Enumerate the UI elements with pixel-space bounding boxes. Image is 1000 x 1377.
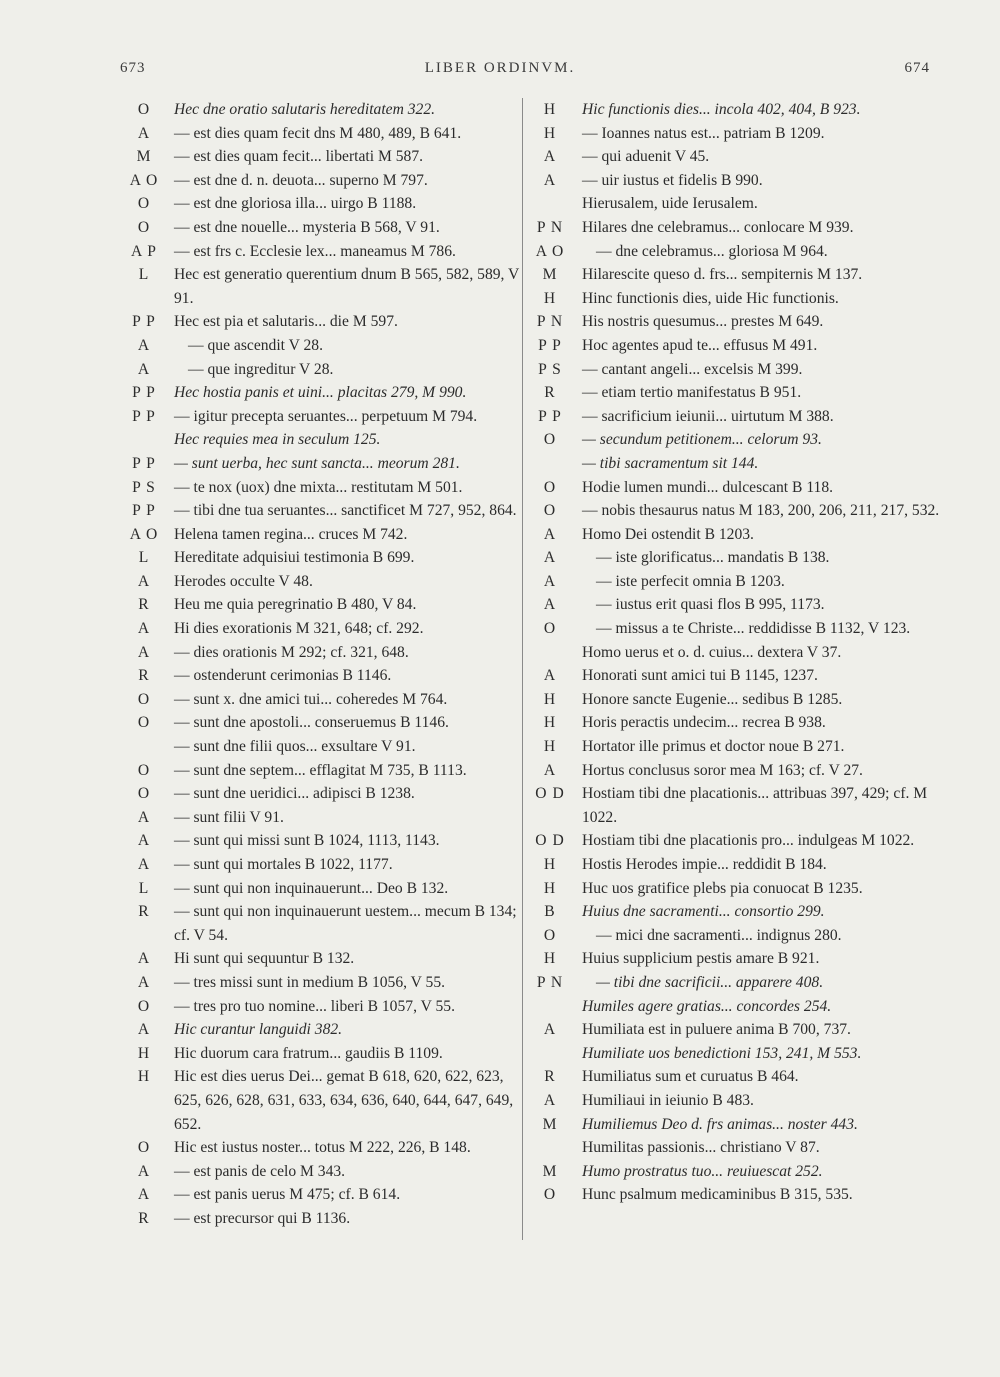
entry-siglum: A bbox=[137, 572, 151, 590]
index-entry bbox=[122, 192, 520, 216]
entry-text: — est panis uerus M 475; cf. B 614. bbox=[174, 1186, 401, 1204]
index-entry bbox=[122, 1183, 520, 1207]
entry-siglum: A bbox=[543, 171, 557, 189]
index-entry bbox=[530, 192, 940, 216]
entry-siglum: A bbox=[137, 1021, 151, 1039]
index-entry bbox=[122, 523, 520, 547]
entry-siglum: A bbox=[137, 620, 151, 638]
entry-text: — missus a te Christe... reddidisse B 1132, V 123. bbox=[596, 620, 911, 638]
entry-siglum: L bbox=[138, 879, 150, 897]
entry-text: — est precursor qui B 1136. bbox=[174, 1209, 351, 1227]
entry-siglum: P P bbox=[132, 313, 156, 331]
index-entry bbox=[530, 1113, 940, 1137]
index-entry bbox=[122, 1160, 520, 1184]
entry-text: — nobis thesaurus natus M 183, 200, 206, 211, 217, 532. bbox=[582, 502, 940, 520]
index-entry bbox=[530, 98, 940, 122]
entry-text: — mici dne sacramenti... indignus 280. bbox=[596, 926, 842, 944]
entry-siglum: P P bbox=[538, 336, 562, 354]
entry-text: — est panis de celo M 343. bbox=[174, 1162, 346, 1180]
entry-siglum: L bbox=[138, 266, 150, 284]
entry-siglum: A O bbox=[129, 525, 159, 543]
index-entry bbox=[122, 122, 520, 146]
entry-siglum: O D bbox=[535, 785, 565, 803]
index-entry bbox=[122, 853, 520, 877]
entry-text: — qui aduenit V 45. bbox=[582, 148, 710, 166]
entry-text: — te nox (uox) dne mixta... restitutam M 501. bbox=[174, 478, 463, 496]
index-entry bbox=[530, 169, 940, 193]
index-entry bbox=[122, 806, 520, 830]
index-entry bbox=[530, 1160, 940, 1184]
index-entry bbox=[530, 664, 940, 688]
entry-text: Hic est iustus noster... totus M 222, 226, B 148. bbox=[174, 1139, 471, 1157]
entry-siglum: H bbox=[543, 289, 557, 307]
index-entry bbox=[122, 216, 520, 240]
entry-siglum: A bbox=[543, 572, 557, 590]
index-entry bbox=[122, 1065, 520, 1136]
index-entry bbox=[122, 829, 520, 853]
entry-siglum: A bbox=[137, 1186, 151, 1204]
entry-text: Helena tamen regina... cruces M 742. bbox=[174, 525, 408, 543]
entry-text: Hic est dies uerus Dei... gemat B 618, 620, 622, 623, 625, 626, 628, 631, 633, 634, 636, 640, 644, 647, 649, 652. bbox=[174, 1068, 514, 1133]
index-entry bbox=[530, 735, 940, 759]
entry-text: Horis peractis undecim... recrea B 938. bbox=[582, 714, 826, 732]
index-entry bbox=[122, 971, 520, 995]
entry-siglum: A O bbox=[535, 242, 565, 260]
entry-text: — tibi dne tua seruantes... sanctificet M 727, 952, 864. bbox=[174, 502, 517, 520]
index-entry bbox=[530, 1018, 940, 1042]
index-entry bbox=[122, 169, 520, 193]
entry-text: Hec requies mea in seculum 125. bbox=[174, 431, 381, 449]
right-index-column bbox=[530, 98, 940, 1207]
index-entry bbox=[530, 287, 940, 311]
entry-text: — igitur precepta seruantes... perpetuum M 794. bbox=[174, 407, 478, 425]
index-entry bbox=[530, 240, 940, 264]
index-entry bbox=[122, 1018, 520, 1042]
entry-text: Hic functionis dies... incola 402, 404, B 923. bbox=[582, 101, 861, 118]
entry-text: Humiliatus sum et curuatus B 464. bbox=[582, 1068, 799, 1086]
index-entry bbox=[530, 334, 940, 358]
entry-siglum: O bbox=[137, 997, 151, 1015]
entry-text: — sunt dne apostoli... conseruemus B 1146. bbox=[174, 714, 449, 732]
entry-text: — tres pro tuo nomine... liberi B 1057, V 55. bbox=[174, 997, 455, 1015]
entry-text: — iste perfecit omnia B 1203. bbox=[596, 572, 785, 590]
entry-siglum: A bbox=[137, 808, 151, 826]
entry-text: — iste glorificatus... mandatis B 138. bbox=[596, 549, 830, 567]
entry-siglum: O bbox=[137, 785, 151, 803]
entry-siglum: A bbox=[543, 596, 557, 614]
entry-text: — sunt qui mortales B 1022, 1177. bbox=[174, 856, 393, 873]
index-entry bbox=[530, 216, 940, 240]
entry-siglum: R bbox=[138, 667, 150, 685]
entry-siglum: A bbox=[137, 1162, 151, 1180]
entry-siglum: A bbox=[543, 148, 557, 166]
entry-text: Huius dne sacramenti... consortio 299. bbox=[582, 903, 825, 921]
entry-text: Huius supplicium pestis amare B 921. bbox=[582, 950, 820, 968]
entry-siglum: O bbox=[543, 502, 557, 520]
entry-siglum: A bbox=[137, 643, 151, 661]
entry-siglum: H bbox=[543, 950, 557, 968]
index-entry bbox=[122, 900, 520, 947]
entry-siglum: H bbox=[543, 856, 557, 873]
entry-text: Herodes occulte V 48. bbox=[174, 572, 313, 590]
entry-text: Humo prostratus tuo... reuiuescat 252. bbox=[582, 1162, 823, 1180]
index-entry bbox=[122, 452, 520, 476]
entry-siglum: P P bbox=[132, 384, 156, 402]
entry-siglum: A O bbox=[129, 171, 159, 189]
entry-text: Hilares dne celebramus... conlocare M 939. bbox=[582, 218, 854, 236]
entry-text: Hic duorum cara fratrum... gaudiis B 1109. bbox=[174, 1044, 443, 1062]
entry-siglum: O bbox=[137, 195, 151, 213]
entry-text: Humiliata est in puluere anima B 700, 737. bbox=[582, 1021, 851, 1039]
entry-text: Huc uos gratifice plebs pia conuocat B 1235. bbox=[582, 879, 863, 897]
entry-text: His nostris quesumus... prestes M 649. bbox=[582, 313, 824, 331]
entry-text: Hec dne oratio salutaris hereditatem 322. bbox=[174, 101, 436, 118]
index-entry bbox=[122, 1207, 520, 1231]
index-entry bbox=[122, 263, 520, 310]
index-entry bbox=[122, 381, 520, 405]
entry-siglum: A bbox=[137, 336, 151, 354]
entry-text: — est dne gloriosa illa... uirgo B 1188. bbox=[174, 195, 417, 213]
entry-text: — Ioannes natus est... patriam B 1209. bbox=[582, 124, 825, 142]
entry-siglum: R bbox=[138, 903, 150, 921]
entry-text: Hereditate adquisiui testimonia B 699. bbox=[174, 549, 415, 567]
entry-text: — sacrificium ieiunii... uirtutum M 388. bbox=[582, 407, 834, 425]
entry-siglum: H bbox=[543, 714, 557, 732]
index-entry bbox=[122, 145, 520, 169]
entry-text: — sunt qui missi sunt B 1024, 1113, 1143. bbox=[174, 832, 440, 850]
entry-siglum: P N bbox=[536, 313, 564, 331]
entry-siglum: O D bbox=[535, 832, 565, 850]
entry-text: Hostis Herodes impie... reddidit B 184. bbox=[582, 856, 827, 873]
index-entry bbox=[122, 334, 520, 358]
index-entry bbox=[122, 476, 520, 500]
index-entry bbox=[530, 711, 940, 735]
index-entry bbox=[122, 240, 520, 264]
entry-text: Hortus conclusus soror mea M 163; cf. V 27. bbox=[582, 761, 863, 779]
entry-siglum: P P bbox=[538, 407, 562, 425]
entry-siglum: P N bbox=[536, 973, 564, 991]
index-entry bbox=[122, 405, 520, 429]
entry-text: — est dies quam fecit dns M 480, 489, B 641. bbox=[174, 124, 462, 142]
entry-text: — etiam tertio manifestatus B 951. bbox=[582, 384, 802, 402]
index-entry bbox=[530, 1136, 940, 1160]
index-entry bbox=[530, 310, 940, 334]
index-entry bbox=[122, 759, 520, 783]
entry-siglum: P P bbox=[132, 407, 156, 425]
entry-siglum: O bbox=[137, 218, 151, 236]
index-entry bbox=[530, 853, 940, 877]
entry-siglum: O bbox=[543, 620, 557, 638]
column-divider bbox=[522, 98, 523, 1240]
entry-text: — sunt dne septem... efflagitat M 735, B 1113. bbox=[174, 761, 467, 779]
entry-siglum: H bbox=[137, 1044, 151, 1062]
index-entry bbox=[530, 358, 940, 382]
entry-siglum: R bbox=[138, 596, 150, 614]
index-entry bbox=[530, 405, 940, 429]
entry-text: — que ingreditur V 28. bbox=[188, 360, 334, 378]
entry-text: — sunt dne ueridici... adipisci B 1238. bbox=[174, 785, 415, 803]
index-entry bbox=[530, 1065, 940, 1089]
entry-siglum: H bbox=[543, 690, 557, 708]
entry-text: — sunt filii V 91. bbox=[174, 808, 284, 826]
index-entry bbox=[122, 877, 520, 901]
entry-text: — sunt x. dne amici tui... coheredes M 764. bbox=[174, 690, 448, 708]
index-entry bbox=[530, 995, 940, 1019]
entry-text: — sunt qui non inquinauerunt... Deo B 132. bbox=[174, 879, 449, 897]
entry-siglum: B bbox=[544, 903, 556, 921]
entry-text: — est frs c. Ecclesie lex... maneamus M 786. bbox=[174, 242, 456, 260]
entry-text: — iustus erit quasi flos B 995, 1173. bbox=[596, 596, 825, 614]
index-entry bbox=[122, 735, 520, 759]
running-title: LIBER ORDINVM. bbox=[424, 60, 576, 76]
entry-siglum: R bbox=[138, 1209, 150, 1227]
entry-siglum: A bbox=[543, 1021, 557, 1039]
index-entry bbox=[530, 523, 940, 547]
entry-text: Hoc agentes apud te... effusus M 491. bbox=[582, 336, 818, 354]
entry-text: — sunt qui non inquinauerunt uestem... mecum B 134; cf. V 54. bbox=[174, 903, 517, 944]
entry-siglum: A bbox=[137, 973, 151, 991]
entry-siglum: A P bbox=[131, 242, 157, 260]
entry-text: — que ascendit V 28. bbox=[188, 336, 323, 354]
index-entry bbox=[122, 1042, 520, 1066]
entry-siglum: A bbox=[543, 1091, 557, 1109]
entry-siglum: H bbox=[543, 124, 557, 142]
index-entry bbox=[530, 829, 940, 853]
entry-siglum: O bbox=[137, 101, 151, 118]
entry-text: Humiliaui in ieiunio B 483. bbox=[582, 1091, 754, 1109]
index-entry bbox=[530, 1089, 940, 1113]
index-entry bbox=[122, 711, 520, 735]
entry-siglum: O bbox=[137, 714, 151, 732]
entry-text: Homo uerus et o. d. cuius... dextera V 37. bbox=[582, 643, 842, 661]
entry-text: — tibi dne sacrificii... apparere 408. bbox=[596, 973, 824, 991]
entry-text: Humiliemus Deo d. frs animas... noster 443. bbox=[582, 1115, 858, 1133]
entry-siglum: A bbox=[137, 360, 151, 378]
index-entry bbox=[530, 759, 940, 783]
entry-text: Hodie lumen mundi... dulcescant B 118. bbox=[582, 478, 834, 496]
right-page-number: 674 bbox=[904, 60, 930, 76]
index-entry bbox=[530, 263, 940, 287]
index-entry bbox=[122, 617, 520, 641]
index-entry bbox=[530, 971, 940, 995]
entry-text: — sunt dne filii quos... exsultare V 91. bbox=[174, 738, 416, 756]
entry-siglum: M bbox=[542, 266, 558, 284]
entry-siglum: O bbox=[543, 431, 557, 449]
index-entry bbox=[122, 782, 520, 806]
entry-text: Hec hostia panis et uini... placitas 279, M 990. bbox=[174, 384, 467, 402]
entry-text: Hec est generatio querentium dnum B 565, 582, 589, V 91. bbox=[174, 266, 520, 307]
index-entry bbox=[530, 877, 940, 901]
index-entry bbox=[530, 499, 940, 523]
index-entry bbox=[530, 688, 940, 712]
entry-text: Hortator ille primus et doctor noue B 271. bbox=[582, 738, 845, 756]
index-entry bbox=[122, 995, 520, 1019]
entry-text: Hostiam tibi dne placationis... attribuas 397, 429; cf. M 1022. bbox=[582, 785, 928, 826]
index-entry bbox=[122, 310, 520, 334]
entry-text: — est dne d. n. deuota... superno M 797. bbox=[174, 171, 428, 189]
entry-siglum: P S bbox=[538, 360, 562, 378]
index-entry bbox=[122, 641, 520, 665]
entry-text: — ostenderunt cerimonias B 1146. bbox=[174, 667, 392, 685]
entry-siglum: P S bbox=[132, 478, 156, 496]
entry-text: — sunt uerba, hec sunt sancta... meorum 281. bbox=[174, 454, 460, 472]
entry-text: Homo Dei ostendit B 1203. bbox=[582, 525, 754, 543]
entry-siglum: P P bbox=[132, 502, 156, 520]
left-page-number: 673 bbox=[120, 60, 146, 76]
entry-siglum: H bbox=[543, 879, 557, 897]
entry-text: Hi dies exorationis M 321, 648; cf. 292. bbox=[174, 620, 424, 638]
entry-siglum: O bbox=[543, 1186, 557, 1204]
entry-siglum: O bbox=[543, 478, 557, 496]
index-entry bbox=[530, 546, 940, 570]
index-entry bbox=[530, 145, 940, 169]
index-entry bbox=[530, 593, 940, 617]
entry-siglum: M bbox=[136, 148, 152, 166]
entry-text: Humiles agere gratias... concordes 254. bbox=[582, 997, 832, 1015]
entry-text: Hilarescite queso d. frs... sempiternis M 137. bbox=[582, 266, 863, 284]
entry-siglum: H bbox=[543, 101, 557, 118]
entry-text: — secundum petitionem... celorum 93. bbox=[582, 431, 822, 449]
index-entry bbox=[530, 1042, 940, 1066]
index-entry bbox=[122, 499, 520, 523]
entry-siglum: A bbox=[137, 124, 151, 142]
entry-text: — dies orationis M 292; cf. 321, 648. bbox=[174, 643, 409, 661]
entry-siglum: H bbox=[137, 1068, 151, 1086]
entry-siglum: P P bbox=[132, 454, 156, 472]
left-index-column bbox=[122, 98, 520, 1231]
entry-text: Hunc psalmum medicaminibus B 315, 535. bbox=[582, 1186, 853, 1204]
index-entry bbox=[122, 98, 520, 122]
entry-text: Hic curantur languidi 382. bbox=[174, 1021, 343, 1039]
entry-text: — uir iustus et fidelis B 990. bbox=[582, 171, 763, 189]
entry-siglum: P N bbox=[536, 218, 564, 236]
entry-siglum: A bbox=[543, 667, 557, 685]
entry-text: Honore sancte Eugenie... sedibus B 1285. bbox=[582, 690, 843, 708]
index-entry bbox=[530, 122, 940, 146]
entry-text: Hostiam tibi dne placationis pro... indulgeas M 1022. bbox=[582, 832, 915, 850]
index-entry bbox=[122, 664, 520, 688]
index-entry bbox=[530, 428, 940, 452]
index-entry bbox=[122, 688, 520, 712]
index-entry bbox=[122, 428, 520, 452]
entry-text: Hierusalem, uide Ierusalem. bbox=[582, 195, 758, 213]
index-entry bbox=[530, 1183, 940, 1207]
entry-siglum: O bbox=[543, 926, 557, 944]
entry-text: Humilitas passionis... christiano V 87. bbox=[582, 1139, 820, 1157]
entry-text: Honorati sunt amici tui B 1145, 1237. bbox=[582, 667, 818, 685]
entry-siglum: O bbox=[137, 1139, 151, 1157]
index-entry bbox=[530, 617, 940, 641]
entry-siglum: R bbox=[544, 1068, 556, 1086]
entry-text: Humiliate uos benedictioni 153, 241, M 553. bbox=[582, 1044, 862, 1062]
entry-text: Hi sunt qui sequuntur B 132. bbox=[174, 950, 355, 968]
entry-text: — tres missi sunt in medium B 1056, V 55. bbox=[174, 973, 446, 991]
index-entry bbox=[530, 476, 940, 500]
entry-siglum: O bbox=[137, 761, 151, 779]
index-entry bbox=[122, 358, 520, 382]
entry-siglum: A bbox=[137, 950, 151, 968]
entry-text: — est dies quam fecit... libertati M 587. bbox=[174, 148, 424, 166]
entry-siglum: A bbox=[543, 761, 557, 779]
entry-siglum: A bbox=[137, 856, 151, 873]
entry-text: Heu me quia peregrinatio B 480, V 84. bbox=[174, 596, 417, 614]
entry-siglum: L bbox=[138, 549, 150, 567]
entry-siglum: A bbox=[543, 525, 557, 543]
index-entry bbox=[122, 570, 520, 594]
index-entry bbox=[530, 452, 940, 476]
entry-siglum: M bbox=[542, 1115, 558, 1133]
index-entry bbox=[122, 947, 520, 971]
index-entry bbox=[530, 924, 940, 948]
entry-text: Hinc functionis dies, uide Hic functionis. bbox=[582, 289, 839, 307]
entry-text: — est dne nouelle... mysteria B 568, V 91. bbox=[174, 218, 440, 236]
index-entry bbox=[530, 641, 940, 665]
entry-text: — cantant angeli... excelsis M 399. bbox=[582, 360, 803, 378]
index-entry bbox=[530, 900, 940, 924]
entry-text: Hec est pia et salutaris... die M 597. bbox=[174, 313, 398, 331]
index-entry bbox=[530, 947, 940, 971]
index-entry bbox=[530, 782, 940, 829]
index-entry bbox=[122, 546, 520, 570]
entry-text: — tibi sacramentum sit 144. bbox=[582, 454, 759, 472]
entry-siglum: H bbox=[543, 738, 557, 756]
index-entry bbox=[122, 593, 520, 617]
entry-siglum: A bbox=[137, 832, 151, 850]
entry-siglum: A bbox=[543, 549, 557, 567]
entry-siglum: R bbox=[544, 384, 556, 402]
index-entry bbox=[122, 1136, 520, 1160]
entry-siglum: M bbox=[542, 1162, 558, 1180]
index-entry bbox=[530, 381, 940, 405]
entry-siglum: O bbox=[137, 690, 151, 708]
index-entry bbox=[530, 570, 940, 594]
entry-text: — dne celebramus... gloriosa M 964. bbox=[596, 242, 828, 260]
